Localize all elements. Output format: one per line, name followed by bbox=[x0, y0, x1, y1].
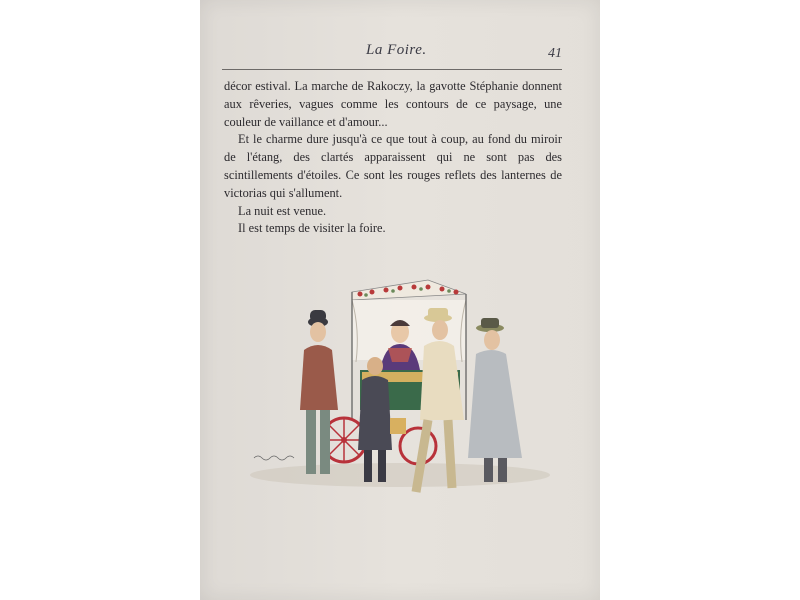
page-number: 41 bbox=[548, 46, 562, 61]
artist-signature bbox=[254, 456, 294, 460]
paragraph-3: La nuit est venue. bbox=[238, 203, 327, 218]
book-page bbox=[200, 0, 600, 600]
paragraph-2: Et le charme dure jusqu'à ce que tout à coup, au fond du miroir de l'étang, des clartés apparaissent qui ne sont pas des scintillements d'étoiles. Ce sont les rouges reflets des lanternes de victorias qui s'allument. bbox=[224, 132, 562, 200]
paragraph-1: décor estival. La marche de Rakoczy, la gavotte Stéphanie donnent aux rêveries, vagues comme les contours de ce paysage, une couleur de vaillance et d'amour... bbox=[224, 79, 562, 129]
fair-illustration bbox=[240, 270, 560, 520]
body-text bbox=[224, 78, 562, 238]
running-title: La Foire. bbox=[366, 42, 427, 58]
paragraph-4: Il est temps de visiter la foire. bbox=[238, 221, 386, 236]
header-rule bbox=[222, 69, 562, 70]
